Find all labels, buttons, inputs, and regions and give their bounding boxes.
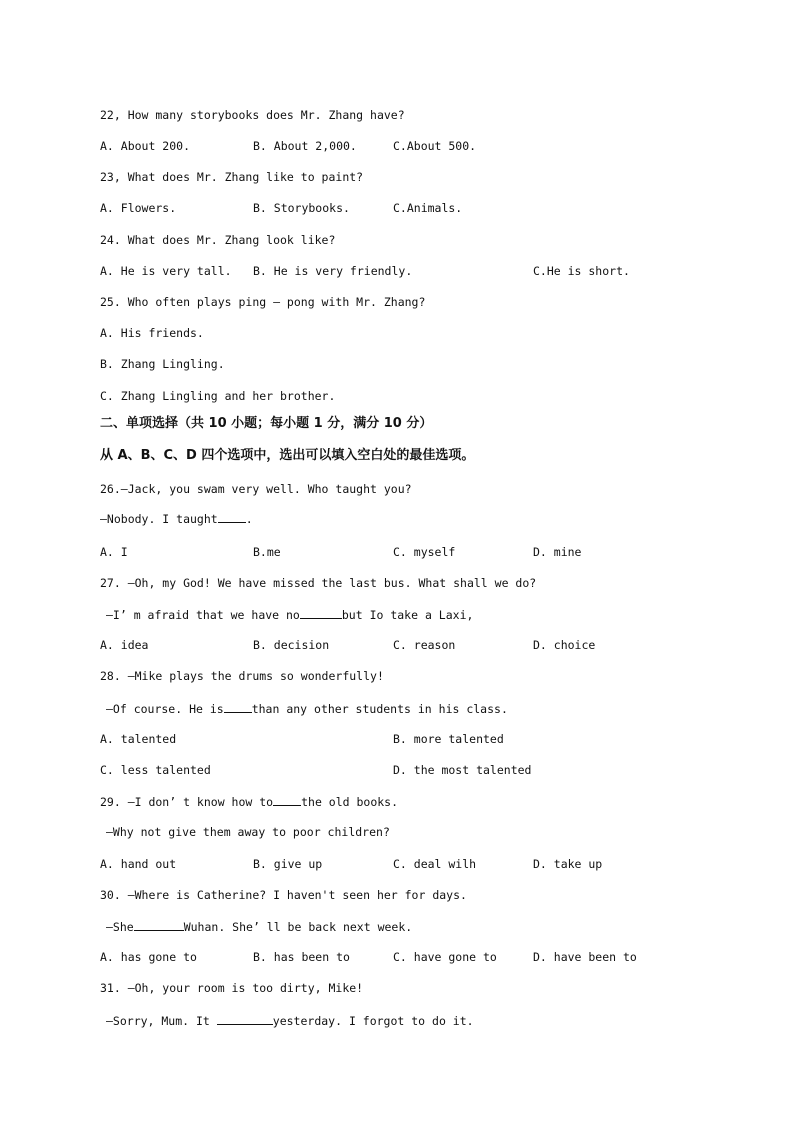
question-29-line1 bbox=[100, 793, 398, 810]
q27-option-a: A. idea bbox=[100, 638, 149, 652]
q28-option-a: A. talented bbox=[100, 732, 177, 746]
q27-option-b: B. decision bbox=[253, 638, 330, 652]
q30-option-d: D. have been to bbox=[533, 950, 637, 964]
q26-option-d: D. mine bbox=[533, 545, 582, 559]
q29-line1-post: the old books. bbox=[301, 795, 399, 809]
q30-option-c: C. have gone to bbox=[393, 950, 497, 964]
q24-option-a: A. He is very tall. bbox=[100, 264, 232, 278]
q25-option-b: B. Zhang Lingling. bbox=[100, 357, 225, 371]
q29-option-d: D. take up bbox=[533, 857, 603, 871]
section-title: 二、单项选择（共 10 小题；每小题 1 分，满分 10 分） bbox=[100, 416, 433, 431]
q27-option-d: D. choice bbox=[533, 638, 596, 652]
question-30-line2 bbox=[106, 918, 412, 935]
question-23-stem: 23, What does Mr. Zhang like to paint? bbox=[100, 170, 364, 184]
q31-line2-post: yesterday. I forgot to do it. bbox=[272, 1014, 474, 1028]
question-30-line1: 30. —Where is Catherine? I haven't seen her for days. bbox=[100, 888, 467, 902]
q30-line2-pre: —She bbox=[106, 920, 134, 934]
q30-option-a: A. has gone to bbox=[100, 950, 197, 964]
q30-line2-post: Wuhan. She’ ll be back next week. bbox=[183, 920, 413, 934]
q26-option-c: C. myself bbox=[393, 545, 456, 559]
q26-line2-post: . bbox=[245, 512, 253, 526]
q28-option-d: D. the most talented bbox=[393, 763, 532, 777]
q29-line1-pre: 29. —I don’ t know how to bbox=[100, 795, 274, 809]
q28-line2-pre: —Of course. He is bbox=[106, 702, 224, 716]
question-28-line1: 28. —Mike plays the drums so wonderfully! bbox=[100, 669, 384, 683]
question-26-line1: 26.—Jack, you swam very well. Who taught you? bbox=[100, 482, 412, 496]
q23-option-c: C.Animals. bbox=[393, 201, 463, 215]
q28-option-b: B. more talented bbox=[393, 732, 504, 746]
question-27-line2 bbox=[106, 606, 473, 623]
q27-line2-pre: —I’ m afraid that we have no bbox=[106, 608, 300, 622]
q28-line2-post: than any other students in his class. bbox=[251, 702, 508, 716]
q23-option-b: B. Storybooks. bbox=[253, 201, 350, 215]
q24-option-c: C.He is short. bbox=[533, 264, 630, 278]
q29-option-b: B. give up bbox=[253, 857, 323, 871]
q23-option-a: A. Flowers. bbox=[100, 201, 177, 215]
q27-line2-post: but Io take a Laxi, bbox=[341, 608, 474, 622]
question-25-stem: 25. Who often plays ping – pong with Mr. Zhang? bbox=[100, 295, 426, 309]
question-26-line2 bbox=[100, 510, 253, 527]
answer-blank[interactable] bbox=[218, 510, 246, 523]
q26-option-a: A. I bbox=[100, 545, 128, 559]
answer-blank[interactable] bbox=[300, 606, 342, 619]
q29-option-a: A. hand out bbox=[100, 857, 177, 871]
q30-option-b: B. has been to bbox=[253, 950, 350, 964]
q25-option-a: A. His friends. bbox=[100, 326, 204, 340]
question-31-line1: 31. —Oh, your room is too dirty, Mike! bbox=[100, 981, 364, 995]
q31-line2-pre: —Sorry, Mum. It bbox=[106, 1014, 217, 1028]
section-instruction: 从 A、B、C、D 四个选项中，选出可以填入空白处的最佳选项。 bbox=[100, 448, 475, 463]
q29-option-c: C. deal wilh bbox=[393, 857, 477, 871]
question-22-stem: 22, How many storybooks does Mr. Zhang have? bbox=[100, 108, 405, 122]
q22-option-a: A. About 200. bbox=[100, 139, 191, 153]
q28-option-c: C. less talented bbox=[100, 763, 211, 777]
question-29-line2: —Why not give them away to poor children? bbox=[106, 825, 390, 839]
q25-option-c: C. Zhang Lingling and her brother. bbox=[100, 389, 336, 403]
question-24-stem: 24. What does Mr. Zhang look like? bbox=[100, 233, 336, 247]
answer-blank[interactable] bbox=[224, 700, 252, 713]
q26-option-b: B.me bbox=[253, 545, 281, 559]
question-28-line2 bbox=[106, 700, 508, 717]
question-31-line2 bbox=[106, 1012, 474, 1029]
q26-line2-pre: —Nobody. I taught bbox=[100, 512, 218, 526]
answer-blank[interactable] bbox=[217, 1012, 273, 1025]
question-27-line1: 27. —Oh, my God! We have missed the last bus. What shall we do? bbox=[100, 576, 537, 590]
q27-option-c: C. reason bbox=[393, 638, 456, 652]
q22-option-c: C.About 500. bbox=[393, 139, 477, 153]
answer-blank[interactable] bbox=[273, 793, 301, 806]
q24-option-b: B. He is very friendly. bbox=[253, 264, 413, 278]
answer-blank[interactable] bbox=[134, 918, 184, 931]
q22-option-b: B. About 2,000. bbox=[253, 139, 357, 153]
